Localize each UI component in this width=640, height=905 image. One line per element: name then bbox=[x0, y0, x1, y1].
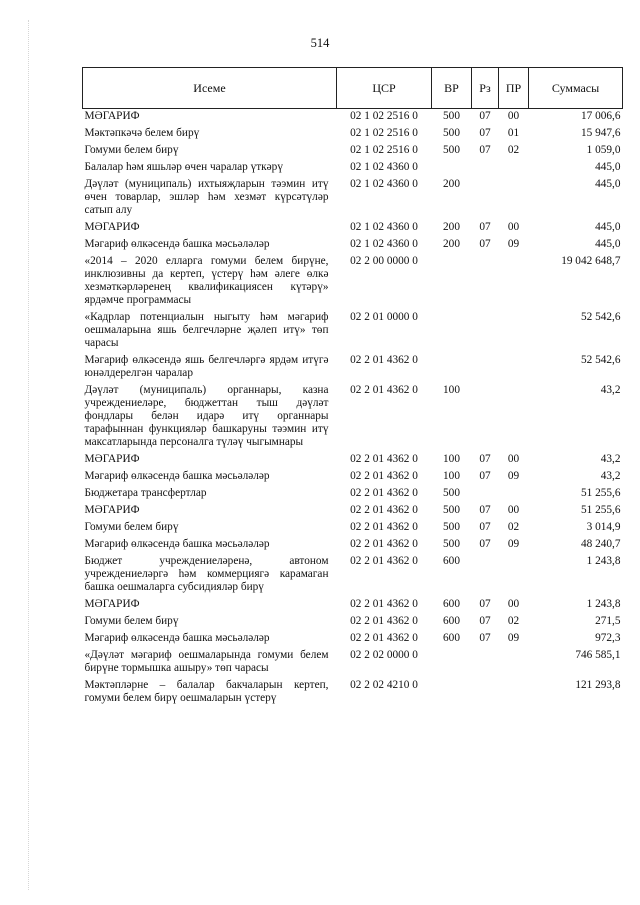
cell-vr: 200 bbox=[443, 238, 460, 250]
header-pr: ПР bbox=[499, 68, 529, 109]
cell-csr: 02 2 01 4362 0 bbox=[350, 487, 418, 499]
cell-vr: 600 bbox=[443, 632, 460, 644]
cell-pr bbox=[499, 383, 529, 452]
cell-rz: 07 bbox=[479, 453, 491, 465]
cell-vr bbox=[432, 353, 472, 383]
table-body bbox=[83, 109, 623, 709]
table-row bbox=[83, 237, 623, 254]
cell-vr: 500 bbox=[443, 504, 460, 516]
cell-name: Гомуми белем бирү bbox=[84, 615, 179, 627]
cell-sum: 48 240,7 bbox=[580, 538, 621, 550]
page-number: 514 bbox=[310, 36, 330, 50]
cell-vr: 100 bbox=[443, 453, 460, 465]
cell-vr: 500 bbox=[443, 487, 460, 499]
cell-name: Мәктәпкәчә белем бирү bbox=[84, 127, 200, 139]
cell-pr: 00 bbox=[507, 504, 520, 516]
cell-pr: 09 bbox=[507, 538, 520, 550]
table-row bbox=[83, 503, 623, 520]
cell-csr: 02 2 01 0000 0 bbox=[350, 311, 418, 323]
table-row bbox=[83, 678, 623, 708]
cell-pr: 00 bbox=[507, 598, 520, 610]
cell-csr: 02 1 02 2516 0 bbox=[350, 110, 418, 122]
cell-sum: 3 014,9 bbox=[586, 521, 621, 533]
cell-sum: 445,0 bbox=[595, 238, 621, 250]
budget-table-container bbox=[82, 67, 622, 708]
header-vr: ВР bbox=[432, 68, 472, 109]
cell-vr: 100 bbox=[443, 470, 460, 482]
cell-csr: 02 1 02 4360 0 bbox=[350, 238, 418, 250]
cell-sum: 43,2 bbox=[600, 453, 621, 465]
cell-rz: 07 bbox=[479, 127, 491, 139]
cell-csr: 02 2 01 4362 0 bbox=[350, 598, 418, 610]
cell-name: Мәгариф өлкәсендә башка мәсьәләләр bbox=[84, 238, 270, 250]
cell-rz bbox=[472, 678, 499, 708]
cell-sum: 15 947,6 bbox=[580, 127, 621, 139]
cell-rz: 07 bbox=[479, 521, 491, 533]
cell-vr: 600 bbox=[443, 598, 460, 610]
cell-vr: 200 bbox=[443, 178, 460, 190]
cell-pr: 02 bbox=[507, 521, 520, 533]
cell-rz: 07 bbox=[479, 238, 491, 250]
cell-sum: 746 585,1 bbox=[575, 649, 621, 661]
table-header bbox=[83, 68, 623, 109]
budget-table bbox=[82, 67, 623, 708]
cell-vr: 500 bbox=[443, 538, 460, 550]
cell-sum: 445,0 bbox=[595, 161, 621, 173]
cell-name: Мәктәпләрне – балалар бакчаларын кертеп, гомуми белем бирү оешмаларын үстерү bbox=[84, 679, 329, 704]
cell-vr: 100 bbox=[443, 384, 460, 396]
cell-rz: 07 bbox=[479, 632, 491, 644]
cell-csr: 02 2 01 4362 0 bbox=[350, 555, 418, 567]
cell-csr: 02 2 01 4362 0 bbox=[350, 521, 418, 533]
table-row bbox=[83, 597, 623, 614]
table-row bbox=[83, 177, 623, 220]
table-row bbox=[83, 160, 623, 177]
table-row bbox=[83, 254, 623, 310]
table-row bbox=[83, 486, 623, 503]
cell-vr bbox=[432, 254, 472, 310]
cell-rz: 07 bbox=[479, 221, 491, 233]
cell-name: Балалар һәм яшьләр өчен чаралар үткәрү bbox=[84, 161, 283, 173]
cell-sum: 43,2 bbox=[600, 384, 621, 396]
cell-name: МӘГАРИФ bbox=[84, 221, 140, 233]
cell-vr: 500 bbox=[443, 110, 460, 122]
table-row bbox=[83, 220, 623, 237]
cell-csr: 02 2 01 4362 0 bbox=[350, 504, 418, 516]
cell-sum: 445,0 bbox=[595, 221, 621, 233]
cell-rz: 07 bbox=[479, 144, 491, 156]
cell-rz bbox=[472, 554, 499, 597]
cell-pr: 09 bbox=[507, 632, 520, 644]
cell-csr: 02 2 01 4362 0 bbox=[350, 384, 418, 396]
cell-pr bbox=[499, 254, 529, 310]
cell-name: Дәүләт (муниципаль) ихтыяҗларын тәэмин итү өчен товарлар, эшләр һәм хезмәт күрсәтүләр сатып алу bbox=[84, 178, 329, 216]
cell-name: Дәүләт (муниципаль) органнары, казна учреждениеләре, бюджеттан тыш дәүләт фондлары белән идарә итү органнары тарафыннан функцияләр башкаруны тәэмин итү максатларында персоналга түләү чыгымнары bbox=[84, 384, 329, 448]
cell-rz bbox=[472, 648, 499, 678]
cell-csr: 02 2 01 4362 0 bbox=[350, 354, 418, 366]
cell-vr: 600 bbox=[443, 615, 460, 627]
cell-csr: 02 1 02 2516 0 bbox=[350, 127, 418, 139]
cell-pr: 02 bbox=[507, 144, 520, 156]
cell-rz: 07 bbox=[479, 470, 491, 482]
cell-name: Гомуми белем бирү bbox=[84, 144, 179, 156]
cell-rz: 07 bbox=[479, 598, 491, 610]
table-row bbox=[83, 383, 623, 452]
cell-pr bbox=[499, 353, 529, 383]
cell-name: МӘГАРИФ bbox=[84, 453, 140, 465]
cell-pr: 09 bbox=[507, 238, 520, 250]
cell-name: «Дәүләт мәгариф оешмаларында гомуми белем бирүне тормышка ашыру» төп чарасы bbox=[84, 649, 329, 674]
cell-sum: 1 243,8 bbox=[586, 598, 621, 610]
cell-pr bbox=[499, 648, 529, 678]
cell-sum: 52 542,6 bbox=[580, 354, 621, 366]
cell-vr bbox=[432, 160, 472, 177]
cell-name: МӘГАРИФ bbox=[84, 504, 140, 516]
cell-sum: 17 006,6 bbox=[580, 110, 621, 122]
cell-pr bbox=[499, 486, 529, 503]
cell-rz bbox=[472, 177, 499, 220]
table-row bbox=[83, 537, 623, 554]
cell-vr: 600 bbox=[443, 555, 460, 567]
table-row bbox=[83, 143, 623, 160]
cell-pr: 02 bbox=[507, 615, 520, 627]
table-row bbox=[83, 452, 623, 469]
cell-vr bbox=[432, 648, 472, 678]
cell-pr: 00 bbox=[507, 453, 520, 465]
cell-pr bbox=[499, 310, 529, 353]
cell-name: Гомуми белем бирү bbox=[84, 521, 179, 533]
table-row bbox=[83, 353, 623, 383]
table-row bbox=[83, 631, 623, 648]
cell-pr bbox=[499, 177, 529, 220]
header-rz: Рз bbox=[472, 68, 499, 109]
cell-pr: 00 bbox=[507, 110, 520, 122]
cell-csr: 02 2 01 4362 0 bbox=[350, 632, 418, 644]
header-sum: Суммасы bbox=[529, 68, 623, 109]
table-row bbox=[83, 614, 623, 631]
cell-csr: 02 1 02 4360 0 bbox=[350, 221, 418, 233]
cell-rz: 07 bbox=[479, 538, 491, 550]
cell-sum: 51 255,6 bbox=[580, 504, 621, 516]
cell-pr: 01 bbox=[507, 127, 520, 139]
cell-name: Мәгариф өлкәсендә яшь белгечләргә ярдәм итүгә юнәлдерелгән чаралар bbox=[84, 354, 329, 379]
table-row bbox=[83, 310, 623, 353]
cell-rz bbox=[472, 310, 499, 353]
cell-pr bbox=[499, 160, 529, 177]
header-name: Исеме bbox=[83, 68, 337, 109]
cell-csr: 02 2 01 4362 0 bbox=[350, 453, 418, 465]
cell-name: «2014 – 2020 елларга гомуми белем бирүне, инклюзивны да кертеп, үстерү һәм әлеге өлкә хезмәткәрләренең квалификациясен күтәрү» ярдәмче программасы bbox=[84, 255, 329, 306]
cell-csr: 02 1 02 4360 0 bbox=[350, 178, 418, 190]
cell-csr: 02 1 02 2516 0 bbox=[350, 144, 418, 156]
header-csr: ЦСР bbox=[337, 68, 432, 109]
cell-vr: 200 bbox=[443, 221, 460, 233]
table-row bbox=[83, 554, 623, 597]
cell-pr bbox=[499, 554, 529, 597]
cell-csr: 02 2 00 0000 0 bbox=[350, 255, 418, 267]
cell-csr: 02 2 01 4362 0 bbox=[350, 615, 418, 627]
cell-rz: 07 bbox=[479, 110, 491, 122]
cell-name: МӘГАРИФ bbox=[84, 110, 140, 122]
cell-csr: 02 2 02 4210 0 bbox=[350, 679, 418, 691]
cell-sum: 51 255,6 bbox=[580, 487, 621, 499]
cell-vr: 500 bbox=[443, 521, 460, 533]
cell-name: Мәгариф өлкәсендә башка мәсьәләләр bbox=[84, 632, 270, 644]
cell-rz bbox=[472, 383, 499, 452]
table-row bbox=[83, 520, 623, 537]
cell-sum: 43,2 bbox=[600, 470, 621, 482]
table-row bbox=[83, 126, 623, 143]
cell-name: «Кадрлар потенциалын ныгыту һәм мәгариф оешмаларына яшь белгечләрне җәлеп итү» төп чарасы bbox=[84, 311, 329, 349]
cell-sum: 1 059,0 bbox=[586, 144, 621, 156]
cell-rz bbox=[472, 353, 499, 383]
cell-sum: 121 293,8 bbox=[575, 679, 621, 691]
cell-csr: 02 2 01 4362 0 bbox=[350, 538, 418, 550]
cell-name: Мәгариф өлкәсендә башка мәсьәләләр bbox=[84, 538, 270, 550]
cell-name: Мәгариф өлкәсендә башка мәсьәләләр bbox=[84, 470, 270, 482]
cell-sum: 972,3 bbox=[595, 632, 621, 644]
cell-sum: 19 042 648,7 bbox=[561, 255, 621, 267]
cell-rz: 07 bbox=[479, 615, 491, 627]
cell-vr bbox=[432, 310, 472, 353]
cell-csr: 02 1 02 4360 0 bbox=[350, 161, 418, 173]
cell-vr bbox=[432, 678, 472, 708]
cell-vr: 500 bbox=[443, 127, 460, 139]
cell-name: Бюджетара трансфертлар bbox=[84, 487, 207, 499]
cell-csr: 02 2 02 0000 0 bbox=[350, 649, 418, 661]
cell-rz bbox=[472, 160, 499, 177]
cell-sum: 271,5 bbox=[595, 615, 621, 627]
cell-sum: 445,0 bbox=[595, 178, 621, 190]
cell-name: МӘГАРИФ bbox=[84, 598, 140, 610]
header-row bbox=[83, 68, 623, 109]
cell-sum: 52 542,6 bbox=[580, 311, 621, 323]
cell-pr: 00 bbox=[507, 221, 520, 233]
cell-pr: 09 bbox=[507, 470, 520, 482]
table-row bbox=[83, 109, 623, 127]
cell-pr bbox=[499, 678, 529, 708]
cell-name: Бюджет учреждениеләренә, автоном учреждениеләргә һәм коммерциягә карамаган башка оешмаларга субсидияләр бирү bbox=[84, 555, 329, 593]
cell-csr: 02 2 01 4362 0 bbox=[350, 470, 418, 482]
cell-rz bbox=[472, 254, 499, 310]
cell-rz bbox=[472, 486, 499, 503]
table-row bbox=[83, 469, 623, 486]
margin-fold-line bbox=[28, 20, 30, 890]
cell-sum: 1 243,8 bbox=[586, 555, 621, 567]
table-row bbox=[83, 648, 623, 678]
cell-vr: 500 bbox=[443, 144, 460, 156]
cell-rz: 07 bbox=[479, 504, 491, 516]
